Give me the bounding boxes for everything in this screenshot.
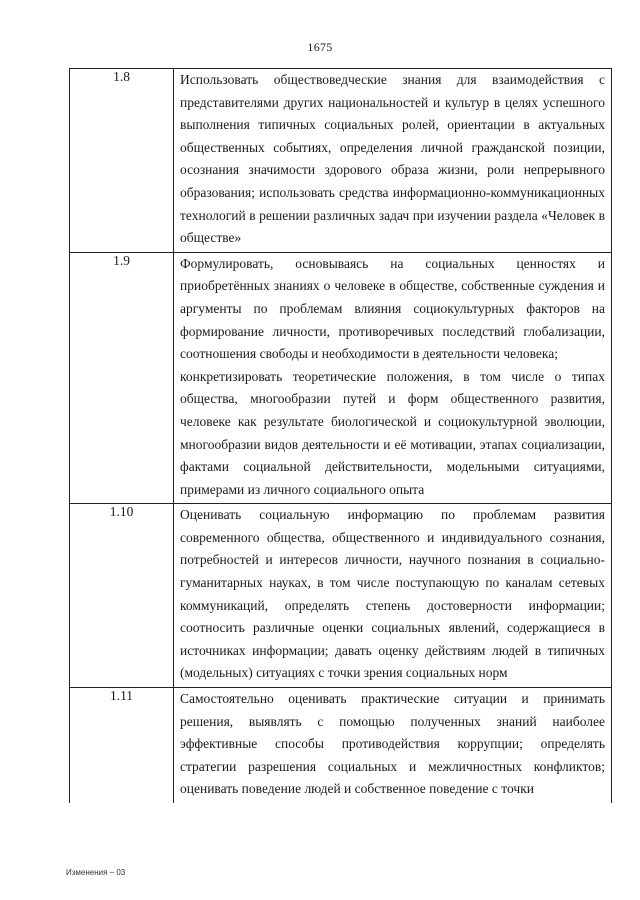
row-paragraph: Формулировать, основываясь на социальных ценностях и приобретённых знаниях о человеке в обществе, собственные суждения и аргументы по проблемам влияния социокультурных факторов на формирование личности, противоречивых последствий глобализации, соотношения свободы и необходимости в деятельности человека; [180, 255, 605, 362]
row-content [174, 69, 612, 253]
row-code: 1.8 [70, 69, 174, 253]
requirements-table [69, 68, 612, 803]
row-content [174, 252, 612, 504]
row-code: 1.10 [70, 504, 174, 688]
row-content [174, 504, 612, 688]
row-paragraph: Самостоятельно оценивать практические ситуации и принимать решения, выявлять с помощью полученных знаний наиболее эффективные способы противодействия коррупции; определять стратегии разрешения социальных и межличностных конфликтов; оценивать поведение людей и собственное поведение с точки [180, 691, 605, 797]
row-paragraph: конкретизировать теоретические положения, в том числе о типах общества, многообразии путей и форм общественного развития, человеке как результате биологической и социокультурной эволюции, многообразии видов деятельности и её мотивации, этапах социализации, фактами социальной действительности, модельными ситуациями, примерами из личного социального опыта [180, 368, 605, 497]
row-paragraph: Оценивать социальную информацию по проблемам развития современного общества, общественного и индивидуального сознания, потребностей и интересов личности, научного познания в социально-гуманитарных науках, в том числе поступающую по каналам сетевых коммуникаций, определять степень достоверности информации; соотносить различные оценки социальных явлений, содержащиеся в источниках информации; давать оценку действиям людей в типичных (модельных) ситуациях с точки зрения социальных норм [180, 507, 605, 681]
row-code: 1.9 [70, 252, 174, 504]
row-code: 1.11 [70, 688, 174, 803]
revision-footer: Изменения – 03 [66, 868, 126, 877]
table-row [70, 504, 612, 688]
row-paragraph: Использовать обществоведческие знания для взаимодействия с представителями других национальностей и культур в целях успешного выполнения типичных социальных ролей, ориентации в актуальных общественных событиях, определения личной гражданской позиции, осознания значимости здорового образа жизни, роли непрерывного образования; использовать средства информационно-коммуникационных технологий в решении различных задач при изучении раздела «Человек в обществе» [180, 72, 605, 246]
table-row [70, 252, 612, 504]
table-row [70, 69, 612, 253]
table-row [70, 688, 612, 803]
row-content [174, 688, 612, 803]
page-number: 1675 [307, 40, 333, 54]
